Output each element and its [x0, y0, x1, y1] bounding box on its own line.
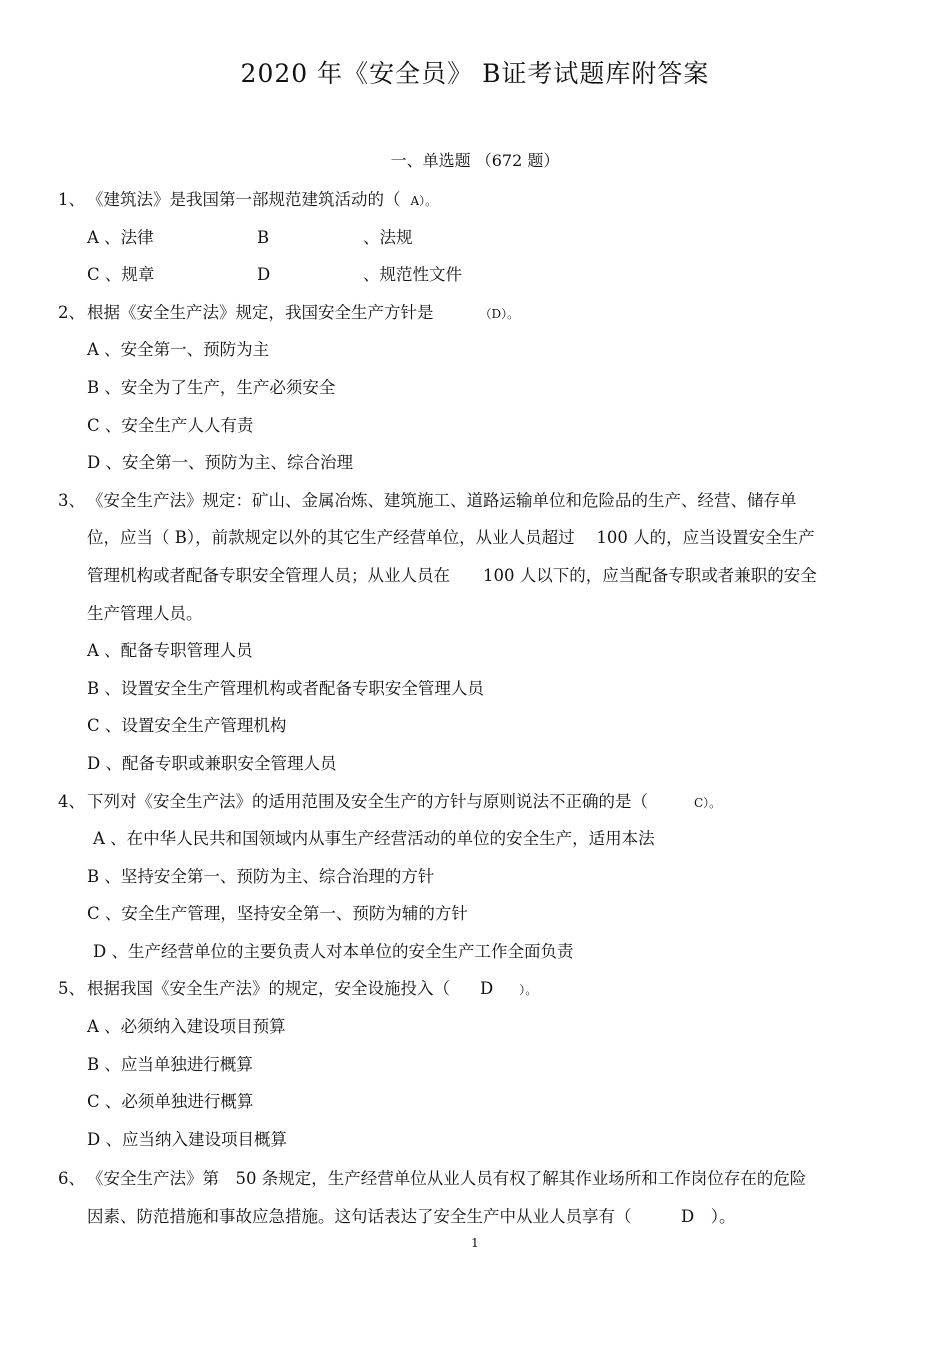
option-a: A 、必须纳入建设项目预算: [87, 1017, 286, 1037]
question-number: 2、: [58, 302, 85, 322]
question-text-line: 《安全生产法》第 50 条规定，生产经营单位从业人员有权了解其作业场所和工作岗位存在的危险: [87, 1169, 807, 1189]
question-text-line: 管理机构或者配备专职安全管理人员；从业人员在 100 人以下的，应当配备专职或者兼职的安全: [87, 565, 817, 585]
option-a: A 、安全第一、预防为主: [87, 340, 270, 360]
option-b: B 、安全为了生产，生产必须安全: [87, 377, 336, 397]
option-b-letter: B: [257, 227, 270, 247]
question-text-line: 生产管理人员。: [87, 603, 203, 623]
question-text: 根据我国《安全生产法》的规定，安全设施投入（ D ）。: [87, 979, 538, 999]
answer-mark: （D）。: [479, 306, 520, 321]
question-6: [0, 1160, 950, 1198]
question-text: 《建筑法》是我国第一部规范建筑活动的（ A）。: [87, 190, 438, 209]
document-title: 2020 年《安全员》 B证考试题库附答案: [240, 59, 710, 88]
option-d: D 、配备专职或兼职安全管理人员: [87, 753, 337, 773]
question-text-line: 《安全生产法》规定：矿山、金属冶炼、建筑施工、道路运输单位和危险品的生产、经营、储存单: [87, 490, 797, 510]
option-d: D 、生产经营单位的主要负责人对本单位的安全生产工作全面负责: [93, 941, 574, 961]
option-d-letter: D: [257, 265, 271, 285]
question-number: 1、: [58, 190, 85, 209]
question-3: [0, 482, 950, 520]
option-c: C 、安全生产人人有责: [87, 415, 254, 435]
question-1: [0, 181, 950, 219]
answer-mark: A）。: [410, 194, 438, 208]
answer-mark: D: [480, 979, 494, 999]
option-b: B 、应当单独进行概算: [87, 1054, 253, 1074]
option-c: C 、必须单独进行概算: [87, 1092, 254, 1112]
option-b: B 、设置安全生产管理机构或者配备专职安全管理人员: [87, 678, 484, 698]
option-d: D 、安全第一、预防为主、综合治理: [87, 453, 353, 473]
option-b-text: 、法规: [363, 227, 413, 247]
option-a: A 、法律: [87, 227, 154, 247]
answer-mark: C）。: [694, 795, 722, 810]
question-text-line: 位，应当（ B），前款规定以外的其它生产经营单位，从业人员超过 100 人的，应当设置安全生产: [87, 528, 815, 548]
page-number: 1: [471, 1236, 479, 1250]
question-number: 5、: [58, 979, 85, 999]
question-2: [0, 294, 950, 332]
option-a: A 、在中华人民共和国领域内从事生产经营活动的单位的安全生产，适用本法: [93, 829, 655, 849]
option-a: A 、配备专职管理人员: [87, 641, 253, 661]
option-c: C 、安全生产管理，坚持安全第一、预防为辅的方针: [87, 904, 468, 924]
question-number: 4、: [58, 791, 85, 811]
question-text: 根据《安全生产法》规定，我国安全生产方针是 （D）。: [87, 302, 520, 322]
option-c: C 、规章: [87, 265, 155, 285]
option-c: C 、设置安全生产管理机构: [87, 716, 287, 736]
section-heading: 一、单选题 （672 题）: [390, 151, 560, 170]
option-d: D 、应当纳入建设项目概算: [87, 1129, 287, 1149]
option-b: B 、坚持安全第一、预防为主、综合治理的方针: [87, 866, 435, 886]
question-text-line: 因素、防范措施和事故应急措施。这句话表达了安全生产中从业人员享有（ D ）。: [87, 1207, 736, 1227]
question-list: [0, 181, 950, 1236]
question-number: 3、: [58, 490, 85, 510]
question-text: 下列对《安全生产法》的适用范围及安全生产的方针与原则说法不正确的是（ C）。: [87, 791, 722, 811]
answer-close: ）。: [519, 983, 538, 998]
option-d-text: 、规范性文件: [363, 265, 462, 285]
question-5: [0, 970, 950, 1008]
question-4: [0, 783, 950, 821]
option-row: [0, 256, 950, 294]
option-row: [0, 219, 950, 257]
question-number: 6、: [58, 1169, 85, 1189]
